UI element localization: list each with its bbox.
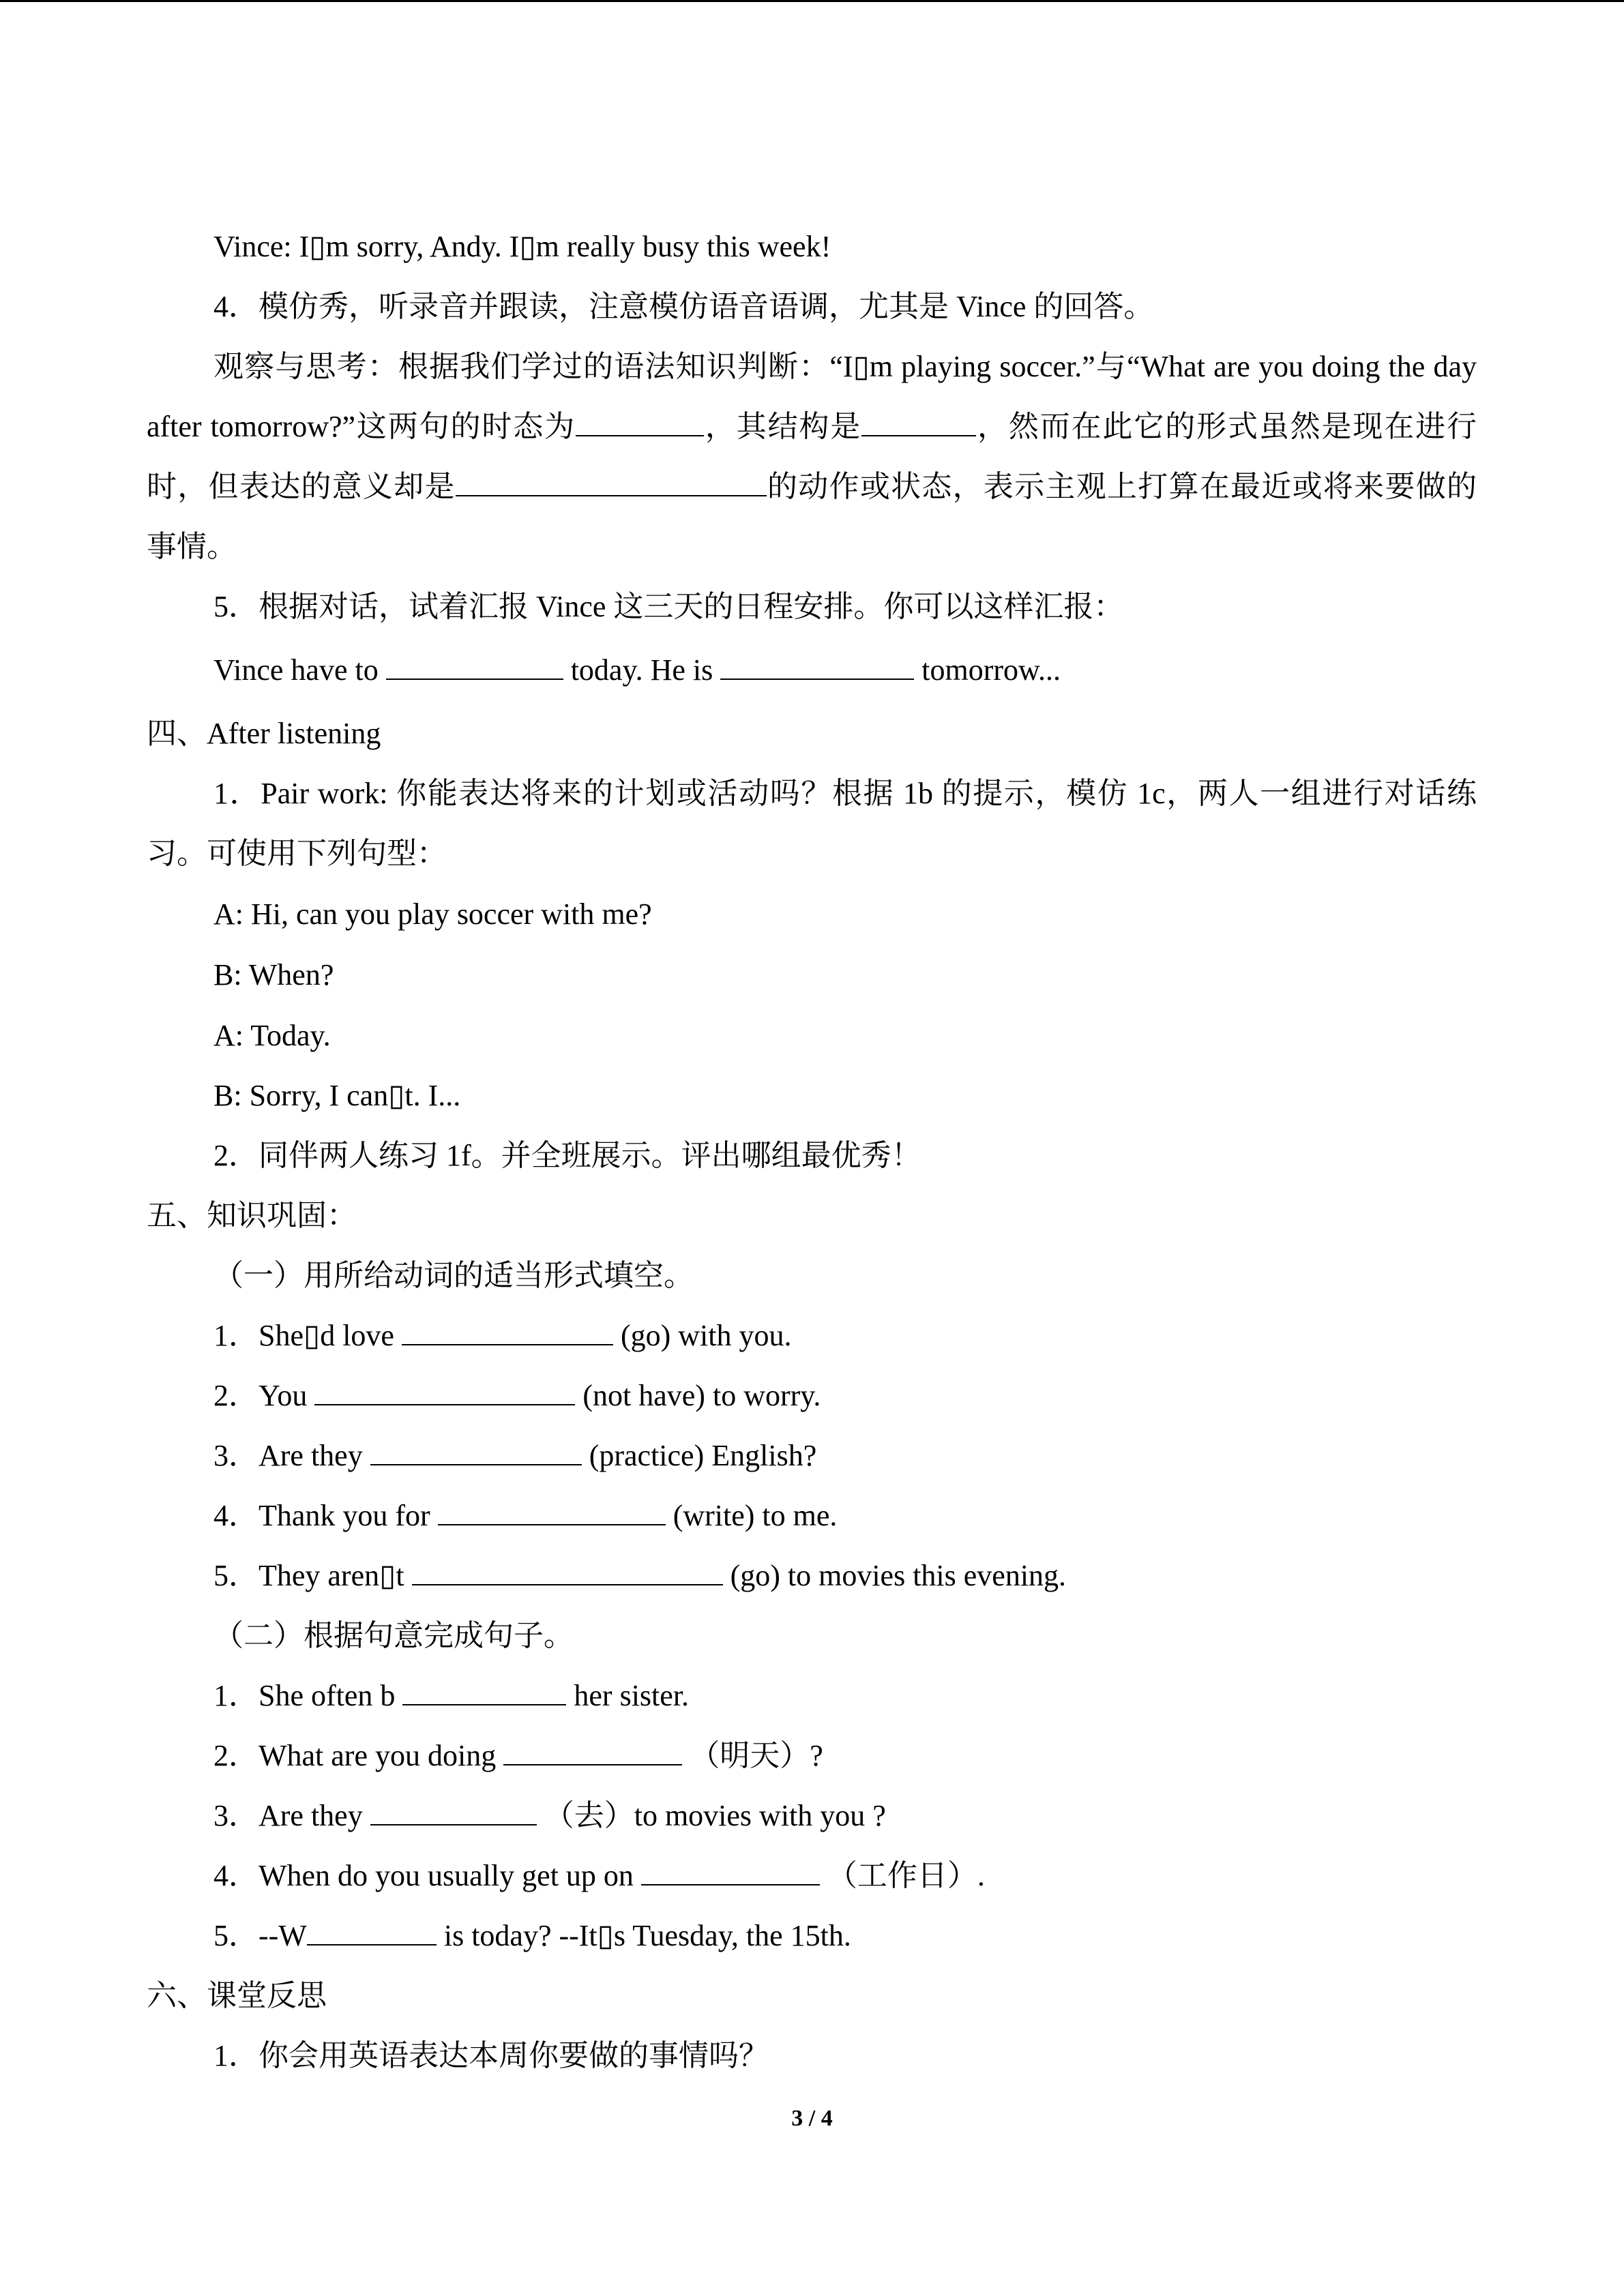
exercise-1-item: 5．They aren▯t (go) to movies this evening.	[147, 1546, 1477, 1606]
answer-blank[interactable]	[402, 1675, 566, 1705]
dialogue-b2: B: Sorry, I can▯t. I...	[213, 1079, 461, 1112]
blank-tense[interactable]	[576, 406, 704, 436]
answer-blank[interactable]	[412, 1555, 723, 1585]
top-border	[0, 0, 1624, 2]
document-page	[147, 217, 1477, 2086]
answer-blank[interactable]	[370, 1435, 582, 1465]
exercise-part-1-title: （一）用所给动词的适当形式填空。	[213, 1259, 694, 1292]
answer-blank[interactable]	[503, 1735, 682, 1765]
blank-today[interactable]	[386, 650, 563, 680]
instruction-pair-practice: 2．同伴两人练习 1f。并全班展示。评出哪组最优秀！	[213, 1139, 921, 1172]
section-5-title: 五、知识巩固：	[147, 1199, 357, 1232]
blank-meaning[interactable]	[456, 466, 767, 496]
exercise-2-item: 3．Are they （去）to movies with you ?	[147, 1786, 1477, 1846]
observe-and-think: 观察与思考：根据我们学过的语法知识判断：“I▯m playing soccer.”与“What are you doing the day after tomorrow?”这两句的时态为 ，其结构是 ，然而在此它的形式虽然是现在进行时，但表达的意义却是 的动作或状态，表示主观上打算在最近或将来要做的事情。	[147, 350, 1477, 563]
instruction-5: 5．根据对话，试着汇报 Vince 这三天的日程安排。你可以这样汇报：	[213, 590, 1124, 623]
reflection-question-1: 1．你会用英语表达本周你要做的事情吗？	[213, 2039, 769, 2072]
exercise-2-item: 1．She often b her sister.	[147, 1666, 1477, 1726]
report-template: Vince have to today. He is tomorrow...	[147, 637, 1477, 704]
answer-blank[interactable]	[370, 1795, 537, 1825]
dialogue-a1: A: Hi, can you play soccer with me?	[213, 897, 652, 931]
exercise-2-item: 5．--W is today? --It▯s Tuesday, the 15th.	[147, 1906, 1477, 1966]
blank-structure[interactable]	[861, 406, 976, 436]
exercise-2-item: 2．What are you doing （明天）?	[147, 1726, 1477, 1786]
exercise-1-item: 2．You (not have) to worry.	[147, 1366, 1477, 1426]
exercise-2-item: 4．When do you usually get up on （工作日）.	[147, 1846, 1477, 1906]
exercise-1-item: 1．She▯d love (go) with you.	[147, 1306, 1477, 1366]
dialogue-b1: B: When?	[213, 958, 334, 992]
section-4-title: 四、After listening	[147, 717, 381, 750]
section-6-title: 六、课堂反思	[147, 1979, 327, 2012]
blank-tomorrow[interactable]	[720, 650, 914, 680]
answer-blank[interactable]	[307, 1915, 437, 1945]
answer-blank[interactable]	[641, 1855, 820, 1885]
exercise-part-2-title: （二）根据句意完成句子。	[213, 1619, 574, 1652]
dialogue-a2: A: Today.	[213, 1019, 331, 1052]
dialogue-line-vince: Vince: I▯m sorry, Andy. I▯m really busy this week!	[213, 230, 831, 263]
answer-blank[interactable]	[438, 1495, 666, 1525]
exercise-1-item: 4．Thank you for (write) to me.	[147, 1486, 1477, 1546]
exercise-1-item: 3．Are they (practice) English?	[147, 1426, 1477, 1486]
pair-work-instruction: 1．Pair work: 你能表达将来的计划或活动吗？根据 1b 的提示，模仿 1c，两人一组进行对话练习。可使用下列句型：	[147, 777, 1477, 870]
answer-blank[interactable]	[402, 1315, 613, 1345]
page-number: 3 / 4	[791, 2106, 833, 2131]
answer-blank[interactable]	[314, 1375, 575, 1405]
instruction-4: 4．模仿秀，听录音并跟读，注意模仿语音语调，尤其是 Vince 的回答。	[213, 290, 1154, 323]
